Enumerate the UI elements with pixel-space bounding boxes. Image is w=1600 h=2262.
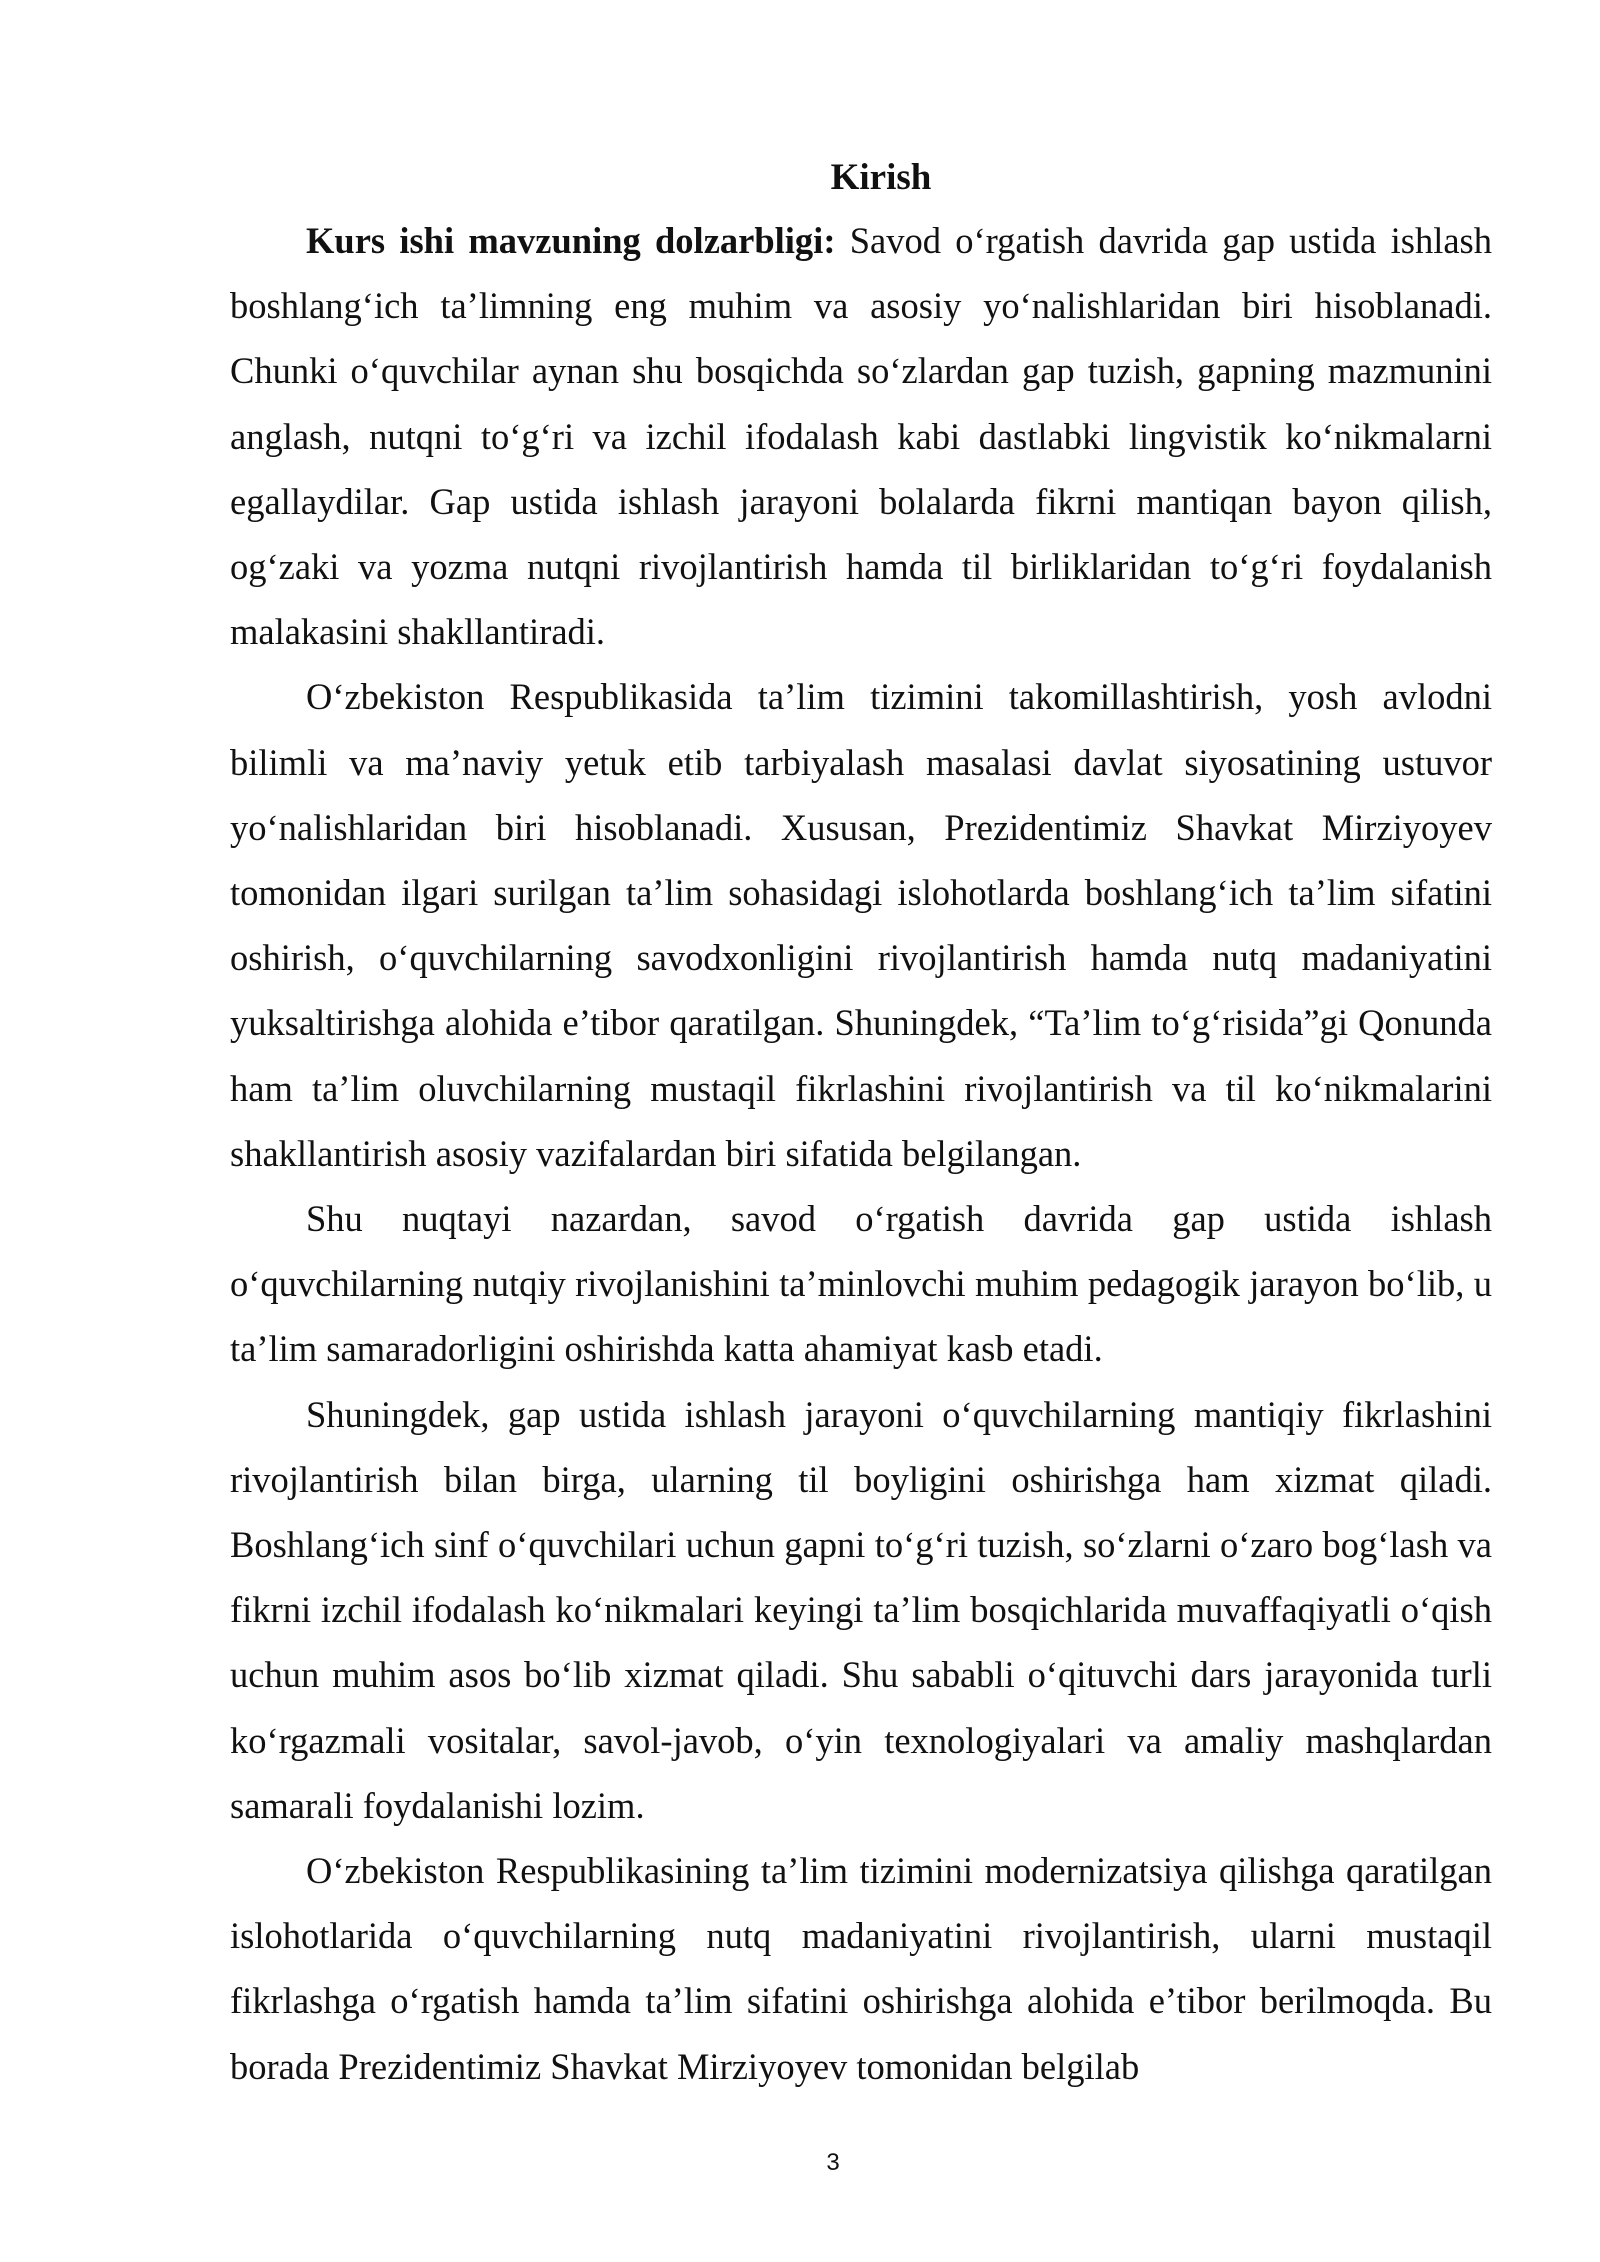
paragraph-pedagogical-process: Shu nuqtayi nazardan, savod o‘rgatish davrida gap ustida ishlash o‘quvchilarning nutqiy rivojlanishini ta’minlovchi muhim pedagogik jarayon bo‘lib, u ta’lim samaradorligini oshirishda katta ahamiyat kasb etadi. bbox=[230, 1198, 1492, 1370]
page-heading: Kirish bbox=[830, 157, 932, 198]
paragraph-modernization: O‘zbekiston Respublikasining ta’lim tizimini modernizatsiya qilishga qaratilgan islohotlarida o‘quvchilarning nutq madaniyatini rivojlantirish, ularni mustaqil fikrlashga o‘rgatish hamda ta’lim sifatini oshirishga alohida e’tibor berilmoqda. Bu borada Prezidentimiz Shavkat Mirziyoyev tomonidan belgilab bbox=[230, 1850, 1492, 2087]
paragraph-relevance bbox=[230, 208, 1492, 664]
paragraph-lead: Kurs ishi mavzuning dolzarbligi: bbox=[306, 220, 836, 261]
paragraph-text: Savod o‘rgatish davrida gap ustida ishlash boshlang‘ich ta’limning eng muhim va asosiy yo‘nalishlaridan biri hisoblanadi. Chunki o‘quvchilar aynan shu bosqichda so‘zlardan gap tuzish, gapning mazmunini anglash, nutqni to‘g‘ri va izchil ifodalash kabi dastlabki lingvistik ko‘nikmalarni egallaydilar. Gap ustida ishlash jarayoni bolalarda fikrni mantiqan bayon qilish, og‘zaki va yozma nutqni rivojlantirish hamda til birliklaridan to‘g‘ri foydalanish malakasini shakllantiradi. bbox=[230, 220, 1493, 653]
document-body bbox=[230, 148, 1492, 2099]
paragraph-logical-thinking: Shuningdek, gap ustida ishlash jarayoni o‘quvchilarning mantiqiy fikrlashini rivojlantirish bilan birga, ularning til boyligini oshirishga ham xizmat qiladi. Boshlang‘ich sinf o‘quvchilari uchun gapni to‘g‘ri tuzish, so‘zlarni o‘zaro bog‘lash va fikrni izchil ifodalash ko‘nikmalari keyingi ta’lim bosqichlarida muvaffaqiyatli o‘qish uchun muhim asos bo‘lib xizmat qiladi. Shu sababli o‘qituvchi dars jarayonida turli ko‘rgazmali vositalar, savol-javob, o‘yin texnologiyalari va amaliy mashqlardan samarali foydalanishi lozim. bbox=[230, 1393, 1492, 1826]
page-number: 3 bbox=[826, 2149, 840, 2176]
paragraph-education-reform: O‘zbekiston Respublikasida ta’lim tizimini takomillashtirish, yosh avlodni bilimli va ma’naviy yetuk etib tarbiyalash masalasi davlat siyosatining ustuvor yo‘nalishlaridan biri hisoblanadi. Xususan, Prezidentimiz Shavkat Mirziyoyev tomonidan ilgari surilgan ta’lim sohasidagi islohotlarda boshlang‘ich ta’lim sifatini oshirish, o‘quvchilarning savodxonligini rivojlantirish hamda nutq madaniyatini yuksaltirishga alohida e’tibor qaratilgan. Shuningdek, “Ta’lim to‘g‘risida”gi Qonunda ham ta’lim oluvchilarning mustaqil fikrlashini rivojlantirish va til ko‘nikmalarini shakllantirish asosiy vazifalardan biri sifatida belgilangan. bbox=[230, 676, 1492, 1174]
